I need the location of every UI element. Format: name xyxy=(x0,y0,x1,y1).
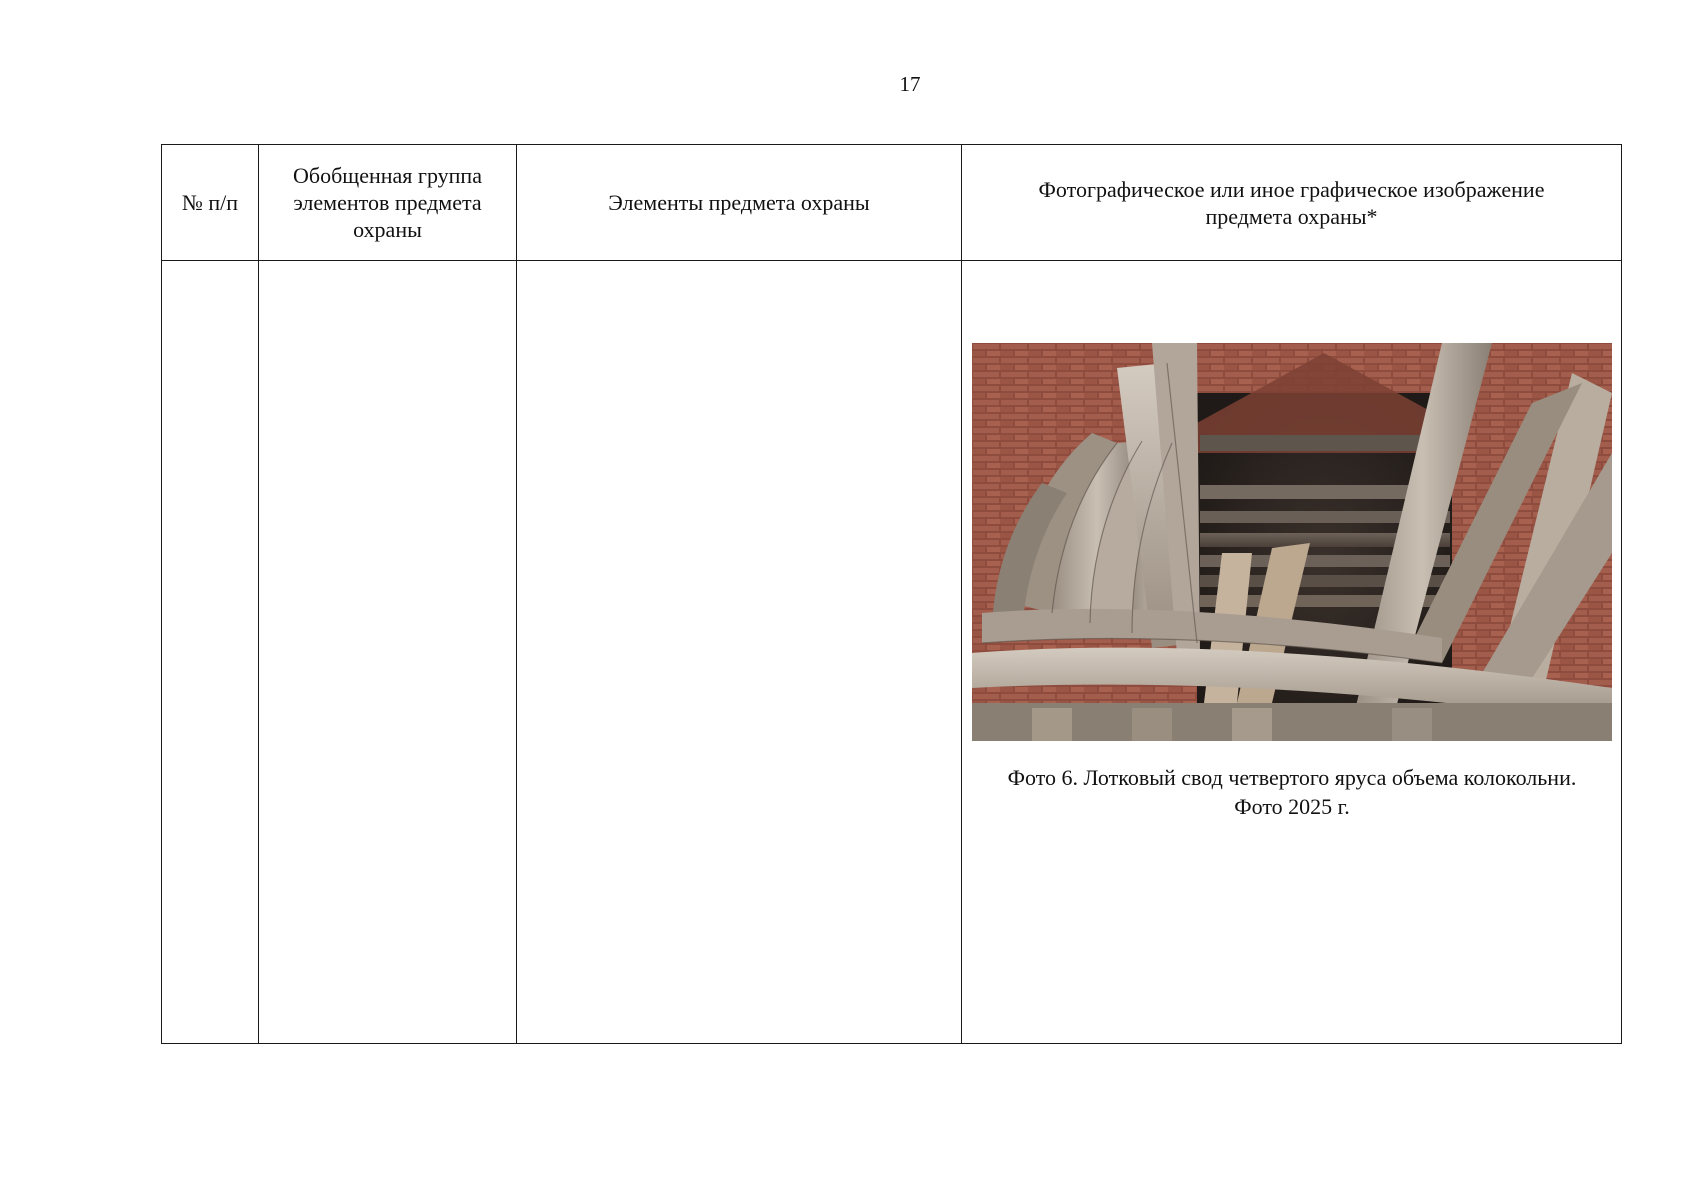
header-number: № п/п xyxy=(162,145,259,261)
table-row xyxy=(162,261,1622,1044)
bell-tower-vault-photo xyxy=(972,343,1612,741)
row-elements-cell xyxy=(517,261,962,1044)
header-photo: Фотографическое или иное графическое изображение предмета охраны* xyxy=(962,145,1622,261)
protection-elements-table xyxy=(161,144,1622,1044)
photo-caption-line-2: Фото 2025 г. xyxy=(1234,794,1350,819)
header-protection-elements: Элементы предмета охраны xyxy=(517,145,962,261)
row-number-cell xyxy=(162,261,259,1044)
photo-caption-line-1: Фото 6. Лотковый свод четвертого яруса объема колокольни. xyxy=(1007,765,1577,790)
row-group-cell xyxy=(259,261,517,1044)
header-generalized-group: Обобщенная группа элементов предмета охраны xyxy=(259,145,517,261)
row-photo-cell xyxy=(962,261,1622,1044)
table-header-row xyxy=(162,145,1622,261)
photo-caption xyxy=(962,763,1622,821)
page-number: 17 xyxy=(899,72,921,96)
